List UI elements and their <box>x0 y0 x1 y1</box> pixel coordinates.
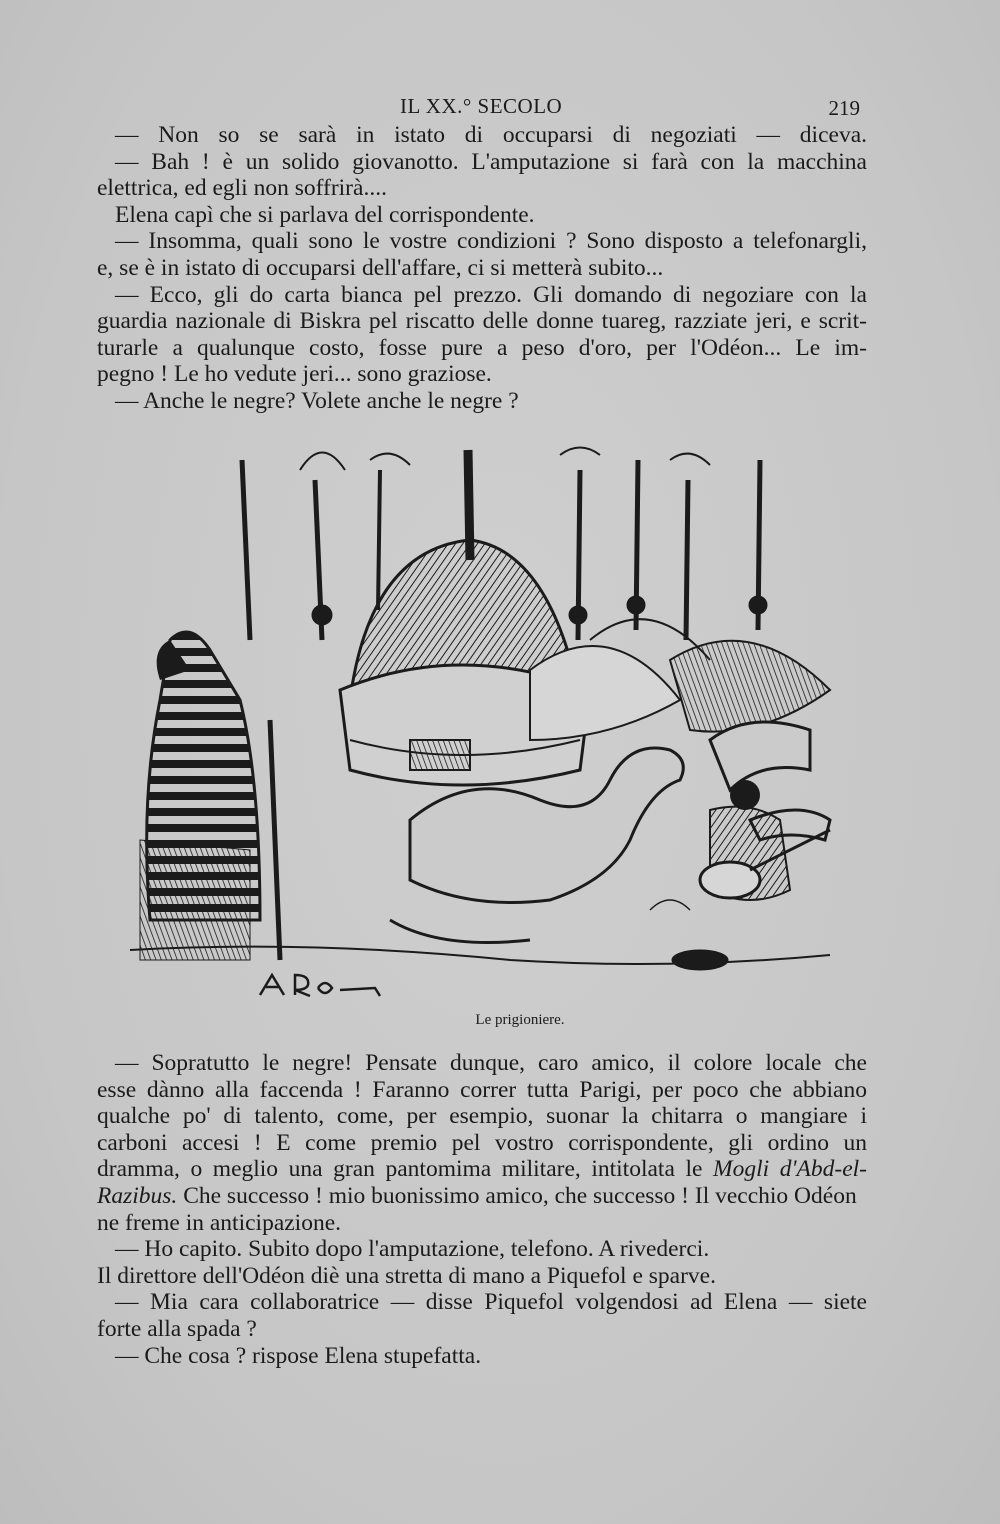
text-line: elettrica, ed egli non soffrirà.... <box>97 175 387 202</box>
text-line: — Non so se sarà in istato di occuparsi di negoziati — diceva. <box>115 122 867 148</box>
text-line: guardia nazionale di Biskra pel riscatto delle donne tuareg, razziate jeri, e scrit- <box>97 308 867 335</box>
text-line: — Ecco, gli do carta bianca pel prezzo. Gli domando di negoziare con la <box>115 281 867 308</box>
text-segment: Che successo ! mio buonissimo amico, che successo ! Il vecchio Odéon <box>183 1182 857 1209</box>
text-line: — Insomma, quali sono le vostre condizioni ? Sono disposto a telefonargli, <box>115 228 867 255</box>
artist-signature <box>260 975 380 996</box>
text-line-with-title <box>97 1156 867 1183</box>
text-block-bottom <box>97 1050 867 1369</box>
text-line: — Bah ! è un solido giovanotto. L'amputazione si farà con la macchina <box>115 148 867 175</box>
running-title: IL XX.° SECOLO <box>400 94 563 118</box>
illustration-caption: Le prigioniere. <box>475 1012 565 1028</box>
text-line: ne freme in anticipazione. <box>97 1209 342 1236</box>
text-line: — Anche le negre? Volete anche le negre ? <box>115 387 519 414</box>
text-line: — Ho capito. Subito dopo l'amputazione, telefono. A rivederci. <box>115 1236 710 1263</box>
text-line-with-title <box>97 1183 867 1210</box>
italic-title: Razibus. <box>97 1182 178 1209</box>
text-line: esse dànno alla faccenda ! Faranno correr tutta Parigi, per poco che abbiano <box>97 1076 867 1103</box>
text-line: Elena capì che si parlava del corrispondente. <box>115 201 535 228</box>
text-line: forte alla spada ? <box>97 1315 257 1342</box>
page-number: 219 <box>828 96 860 120</box>
text-block-top <box>97 122 867 415</box>
text-line: pegno ! Le ho vedute jeri... sono graziose. <box>97 361 492 388</box>
text-segment: dramma, o meglio una gran pantomima militare, intitolata le <box>97 1156 703 1183</box>
musician-figure <box>700 780 830 900</box>
text-line: turarle a qualunque costo, fosse pure a peso d'oro, per l'Odéon... Le im- <box>97 334 867 361</box>
text-line: carboni accesi ! E come premio pel vostro corrispondente, gli ordino un <box>97 1129 867 1156</box>
text-line: e, se è in istato di occuparsi dell'affare, ci si metterà subito... <box>97 254 664 281</box>
text-line: Il direttore dell'Odéon diè una stretta di mano a Piquefol e sparve. <box>97 1262 716 1289</box>
text-line: qualche po' di talento, come, per esempio, suonar la chitarra o mangiare i <box>97 1103 867 1130</box>
text-line: — Sopratutto le negre! Pensate dunque, caro amico, il colore locale che <box>115 1050 867 1076</box>
text-line: — Mia cara collaboratrice — disse Piquefol volgendosi ad Elena — siete <box>115 1289 867 1316</box>
parasols <box>530 619 830 740</box>
engraving-illustration <box>110 440 840 1010</box>
italic-title: Mogli d'Abd-el- <box>713 1156 867 1183</box>
running-head <box>100 94 860 124</box>
text-line: — Che cosa ? rispose Elena stupefatta. <box>115 1342 482 1369</box>
